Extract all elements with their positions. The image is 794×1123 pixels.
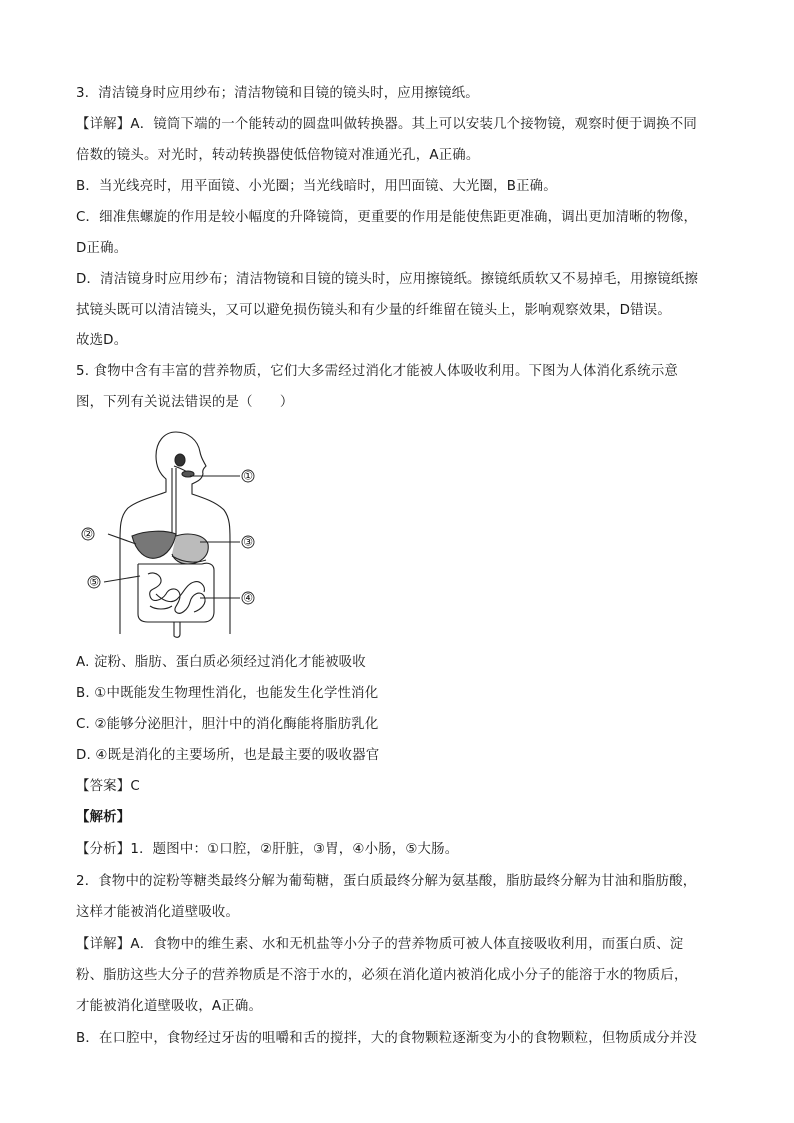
svg-text:②: ② [83,527,93,541]
text-line: 故选D。 [76,333,128,348]
question-stem: 图，下列有关说法错误的是（ ） [76,395,294,410]
text-line: D正确。 [76,241,128,256]
answer-line: 【答案】C [76,779,140,794]
option-a: A. 淀粉、脂肪、蛋白质必须经过消化才能被吸收 [76,655,366,670]
option-c: C. ②能够分泌胆汁，胆汁中的消化酶能将脂肪乳化 [76,717,379,732]
text-line: C．细准焦螺旋的作用是较小幅度的升降镜筒，更重要的作用是能使焦距更准确，调出更加清晰的物像， [76,210,698,225]
text-line: 【详解】A．镜筒下端的一个能转动的圆盘叫做转换器。其上可以安装几个接物镜，观察时便于调换不同 [76,117,697,132]
svg-text:③: ③ [243,535,253,549]
analysis-heading: 【解析】 [76,810,131,825]
text-line: 这样才能被消化道壁吸收。 [76,905,240,920]
text-line: 2．食物中的淀粉等糖类最终分解为葡萄糖，蛋白质最终分解为氨基酸，脂肪最终分解为甘油和脂肪酸， [76,874,697,889]
text-line: D．清洁镜身时应用纱布；清洁物镜和目镜的镜头时，应用擦镜纸。擦镜纸质软又不易掉毛，用擦镜纸擦 [76,272,699,287]
option-d: D. ④既是消化的主要场所，也是最主要的吸收器官 [76,748,380,763]
text-line: B．当光线亮时，用平面镜、小光圈；当光线暗时，用凹面镜、大光圈，B正确。 [76,179,557,194]
text-line: 倍数的镜头。对光时，转动转换器使低倍物镜对准通光孔，A正确。 [76,148,480,163]
digestive-system-figure [76,424,276,639]
svg-text:①: ① [243,469,253,483]
text-line: 【分析】1．题图中：①口腔，②肝脏，③胃，④小肠，⑤大肠。 [76,842,459,857]
text-line: 【详解】A．食物中的维生素、水和无机盐等小分子的营养物质可被人体直接吸收利用，而蛋白质、淀 [76,937,684,952]
option-b: B. ①中既能发生物理性消化，也能发生化学性消化 [76,686,379,701]
text-line: B．在口腔中，食物经过牙齿的咀嚼和舌的搅拌，大的食物颗粒逐渐变为小的食物颗粒，但物质成分并没 [76,1031,697,1046]
question-stem: 5. 食物中含有丰富的营养物质，它们大多需经过消化才能被人体吸收利用。下图为人体消化系统示意 [76,364,679,379]
text-line: 拭镜头既可以清洁镜头，又可以避免损伤镜头和有少量的纤维留在镜头上，影响观察效果，D错误。 [76,303,671,318]
text-line: 粉、脂肪这些大分子的营养物质是不溶于水的，必须在消化道内被消化成小分子的能溶于水的物质后， [76,968,688,983]
svg-text:⑤: ⑤ [89,575,99,589]
text-line: 3．清洁镜身时应用纱布；清洁物镜和目镜的镜头时，应用擦镜纸。 [76,86,479,101]
text-line: 才能被消化道壁吸收，A正确。 [76,999,263,1014]
digestive-system-diagram [76,424,276,639]
svg-text:④: ④ [243,591,253,605]
